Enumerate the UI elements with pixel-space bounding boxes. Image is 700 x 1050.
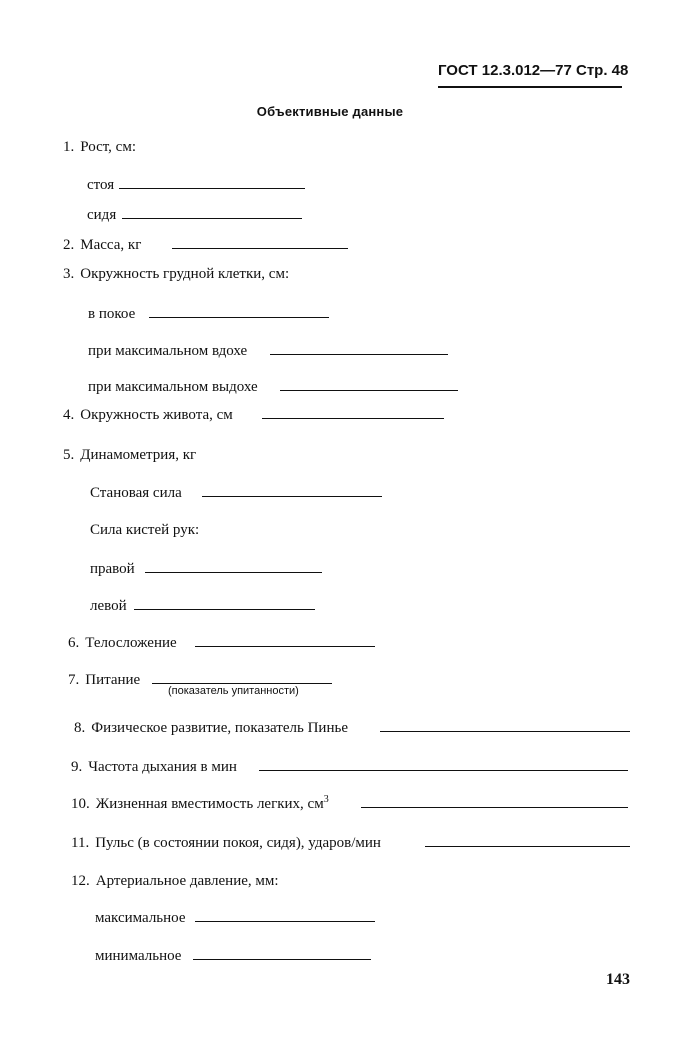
item-height-sitting [87, 206, 116, 224]
section-title: Объективные данные [256, 104, 404, 119]
item-chest [63, 265, 289, 283]
item-physical-development [74, 719, 348, 737]
item-hand-left [90, 597, 127, 615]
item-number: 10. [71, 796, 90, 812]
item-build [68, 634, 177, 652]
item-label: в покое [88, 306, 136, 322]
nutrition-fill-line[interactable] [152, 683, 332, 684]
item-number: 7. [68, 672, 80, 688]
item-label: левой [90, 598, 127, 614]
item-blood-pressure [71, 872, 279, 890]
item-number: 11. [71, 835, 90, 851]
waist-fill-line[interactable] [262, 418, 444, 419]
item-label: Телосложение [85, 635, 177, 651]
item-dynamometry [63, 446, 196, 464]
unit-superscript: 3 [323, 794, 329, 805]
item-pressure-max [95, 909, 186, 927]
page-number: 143 [606, 971, 630, 988]
item-label: максимальное [95, 910, 186, 926]
pressure-min-fill-line[interactable] [193, 959, 371, 960]
item-number: 12. [71, 873, 90, 889]
item-respiration-rate [71, 758, 237, 776]
item-mass [63, 236, 141, 254]
item-label: правой [90, 561, 135, 577]
item-number: 2. [63, 237, 75, 253]
item-label: Пульс (в состоянии покоя, сидя), ударов/мин [95, 835, 381, 851]
nutrition-note: (показатель упитанности) [168, 685, 299, 697]
item-label: Динамометрия, кг [80, 447, 197, 463]
item-label: Масса, кг [80, 237, 142, 253]
item-chest-rest [88, 305, 135, 323]
header-underline [438, 86, 622, 88]
item-height-standing [87, 176, 114, 194]
item-label: при максимальном вдохе [88, 343, 248, 359]
back-strength-fill-line[interactable] [202, 496, 382, 497]
item-label: Рост, см: [80, 139, 136, 155]
item-number: 8. [74, 720, 86, 736]
item-waist [63, 406, 233, 424]
physical-development-fill-line[interactable] [380, 731, 630, 732]
item-number: 3. [63, 266, 75, 282]
build-fill-line[interactable] [195, 646, 375, 647]
height-sitting-fill-line[interactable] [122, 218, 302, 219]
item-label: Питание [85, 672, 141, 688]
item-chest-exhale [88, 378, 258, 396]
item-number: 1. [63, 139, 75, 155]
item-label: Сила кистей рук: [90, 522, 200, 538]
item-label: сидя [87, 207, 117, 223]
item-pressure-min [95, 947, 181, 965]
chest-inhale-fill-line[interactable] [270, 354, 448, 355]
document-header: ГОСТ 12.3.012—77 Стр. 48 [438, 62, 629, 79]
item-label: Жизненная вместимость легких, см [95, 796, 324, 812]
item-label: Окружность грудной клетки, см: [80, 266, 290, 282]
item-label: минимальное [95, 948, 182, 964]
item-number: 9. [71, 759, 83, 775]
item-label: стоя [87, 177, 115, 193]
vital-capacity-fill-line[interactable] [361, 807, 628, 808]
item-hand-right [90, 560, 135, 578]
item-height [63, 138, 136, 156]
item-hand-strength [90, 521, 199, 539]
item-back-strength [90, 484, 182, 502]
item-number: 5. [63, 447, 75, 463]
pressure-max-fill-line[interactable] [195, 921, 375, 922]
item-vital-capacity [71, 795, 329, 813]
item-label: Физическое развитие, показатель Пинье [91, 720, 348, 736]
mass-fill-line[interactable] [172, 248, 348, 249]
item-label: Окружность живота, см [80, 407, 233, 423]
item-label: при максимальном выдохе [88, 379, 258, 395]
item-label: Артериальное давление, мм: [95, 873, 279, 889]
item-number: 4. [63, 407, 75, 423]
item-pulse [71, 834, 381, 852]
respiration-rate-fill-line[interactable] [259, 770, 628, 771]
item-nutrition [68, 671, 140, 689]
hand-left-fill-line[interactable] [134, 609, 315, 610]
item-number: 6. [68, 635, 80, 651]
chest-exhale-fill-line[interactable] [280, 390, 458, 391]
item-chest-inhale [88, 342, 247, 360]
pulse-fill-line[interactable] [425, 846, 630, 847]
hand-right-fill-line[interactable] [145, 572, 322, 573]
height-standing-fill-line[interactable] [119, 188, 305, 189]
item-label: Частота дыхания в мин [88, 759, 237, 775]
item-label: Становая сила [90, 485, 182, 501]
chest-rest-fill-line[interactable] [149, 317, 329, 318]
